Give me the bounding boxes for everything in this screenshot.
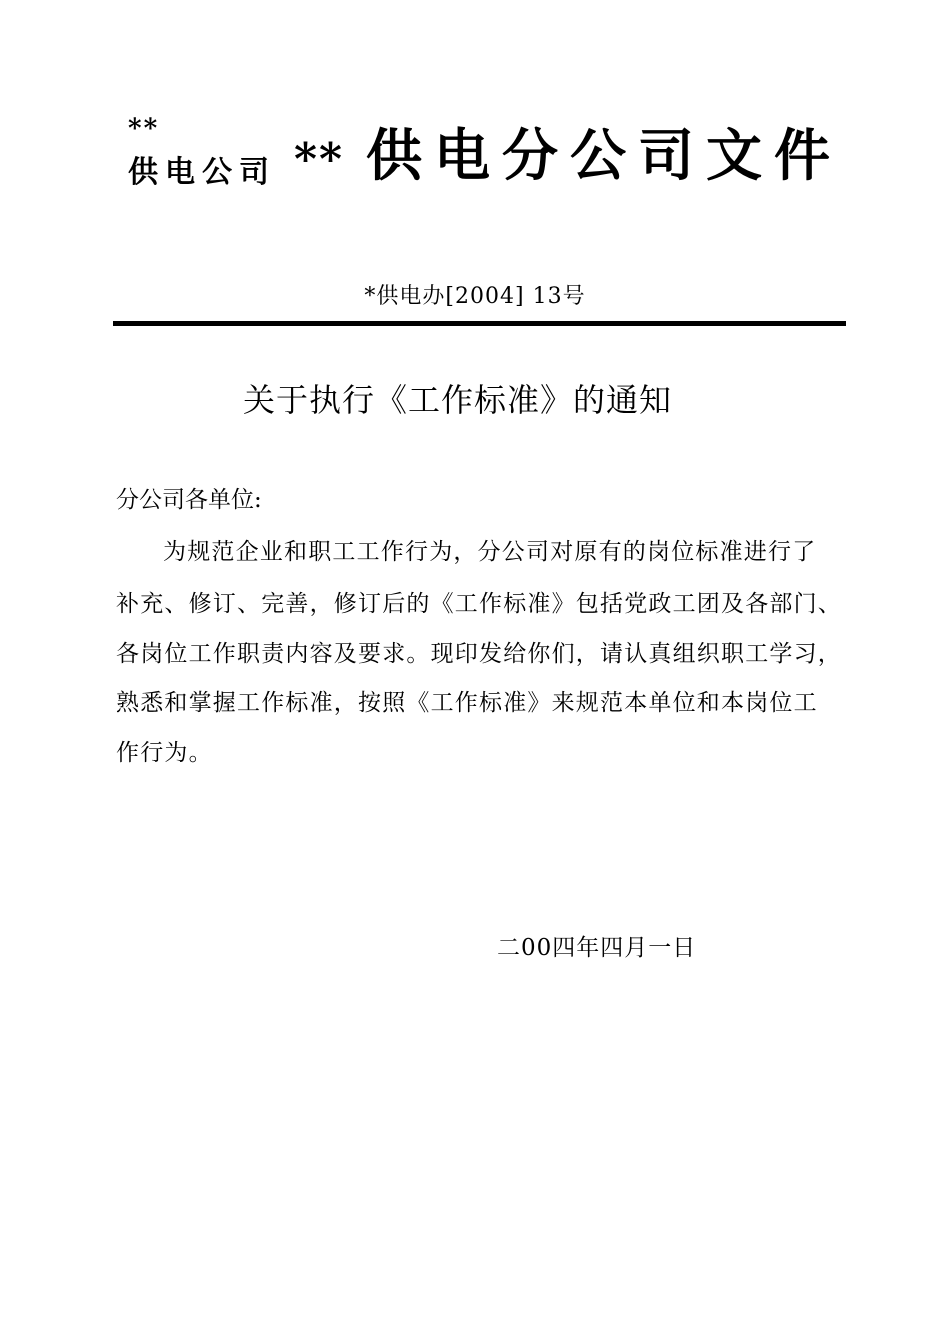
body-line: 为规范企业和职工工作行为，分公司对原有的岗位标准进行了 (163, 539, 817, 565)
body-line: 熟悉和掌握工作标准，按照《工作标准》来规范本单位和本岗位工 (116, 690, 818, 716)
letterhead-stars: ** (294, 134, 345, 185)
letterhead-title: 供电分公司文件 (366, 123, 842, 189)
body-line: 补充、修订、完善，修订后的《工作标准》包括党政工团及各部门、 (116, 591, 842, 617)
body-line: 各岗位工作职责内容及要求。现印发给你们，请认真组织职工学习， (116, 641, 842, 667)
letterhead-prefix-name: 供电公司 (128, 155, 276, 190)
document-date: 二00四年四月一日 (497, 935, 697, 961)
header-divider (113, 321, 846, 326)
document-number: *供电办[2004] 13号 (364, 284, 586, 309)
letterhead-prefix-stars: ** (128, 114, 160, 144)
body-line: 作行为。 (116, 740, 213, 766)
notice-title: 关于执行《工作标准》的通知 (243, 381, 673, 419)
salutation: 分公司各单位: (116, 487, 262, 513)
